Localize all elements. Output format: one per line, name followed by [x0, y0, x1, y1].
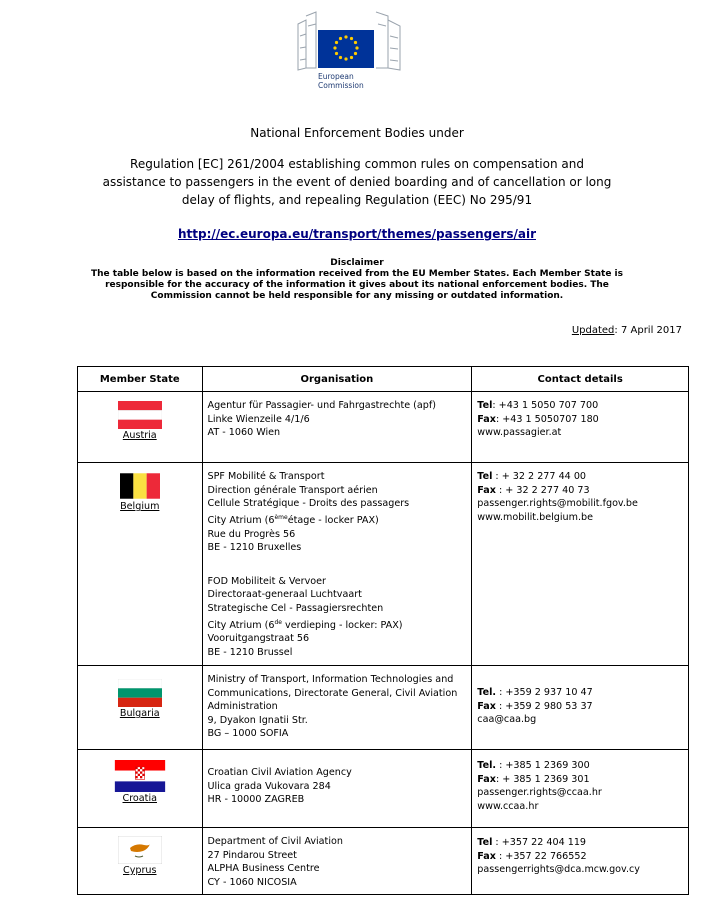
org-line: Cellule Stratégique - Droits des passagers	[207, 498, 410, 510]
organisation-cell	[202, 463, 472, 666]
org-line: Vooruitgangstraat 56	[207, 633, 310, 645]
updated-date	[572, 325, 682, 336]
fax-value: : +359 2 980 53 37	[495, 700, 593, 712]
contact-cell	[472, 463, 689, 666]
org-line: BG – 1000 SOFIA	[207, 728, 289, 740]
header-organisation: Organisation	[202, 367, 472, 392]
org-line: Agentur für Passagier- und Fahrgastrechte (apf)	[207, 400, 436, 411]
table-row	[78, 828, 689, 895]
org-line: AT - 1060 Wien	[207, 427, 281, 439]
member-state-cell	[78, 463, 203, 666]
fax-value: : + 32 2 277 40 73	[495, 484, 590, 496]
updated-value: : 7 April 2017	[614, 325, 682, 336]
email[interactable]: passengerrights@dca.mcw.gov.cy	[477, 864, 640, 876]
austria-flag-icon	[118, 401, 162, 429]
org-line: Department of Civil Aviation	[207, 836, 343, 847]
table-row	[78, 463, 689, 666]
fax-value: : +357 22 766552	[495, 850, 587, 862]
tel-label: Tel	[477, 471, 493, 482]
member-state-cell	[78, 828, 203, 895]
header-member-state: Member State	[78, 367, 203, 392]
tel-value: : +385 1 2369 300	[496, 760, 590, 771]
email[interactable]: passenger.rights@ccaa.hr	[477, 787, 602, 799]
org-line: HR - 10000 ZAGREB	[207, 794, 305, 806]
org-line: BE - 1210 Bruxelles	[207, 542, 302, 554]
fax-label: Fax	[477, 413, 496, 425]
org-line: BE - 1210 Brussel	[207, 646, 293, 658]
belgium-flag-icon	[120, 472, 160, 500]
contact-cell	[472, 392, 689, 463]
updated-label: Updated	[571, 325, 615, 336]
logo-text: European Commission	[318, 72, 364, 90]
header-contact-details: Contact details	[472, 367, 689, 392]
website[interactable]: www.mobilit.belgium.be	[477, 511, 593, 523]
tel-label: Tel	[477, 837, 493, 848]
org-line: City Atrium (6de verdieping - locker: PAX)	[207, 618, 403, 631]
contact-cell	[472, 828, 689, 895]
source-link[interactable]: http://ec.europa.eu/transport/themes/passengers/air	[178, 227, 536, 241]
org-line: ALPHA Business Centre	[207, 863, 320, 875]
fax-label: Fax	[477, 484, 496, 496]
tel-value: : + 32 2 277 44 00	[492, 471, 587, 482]
org-line: 9, Dyakon Ignatii Str.	[207, 714, 308, 726]
org-line: Croatian Civil Aviation Agency	[207, 767, 352, 778]
email[interactable]: caa@caa.bg	[477, 714, 537, 726]
tel-label: Tel.	[477, 687, 497, 698]
contact-cell	[472, 666, 689, 750]
table-header-row	[78, 367, 689, 392]
country-name[interactable]: Croatia	[122, 793, 157, 804]
organisation-cell	[202, 666, 472, 750]
org-line: Linke Wienzeile 4/1/6	[207, 413, 310, 425]
country-name[interactable]: Austria	[122, 430, 157, 441]
org-line: 27 Pindarou Street	[207, 849, 297, 861]
org-line: CY - 1060 NICOSIA	[207, 876, 297, 888]
country-name[interactable]: Cyprus	[123, 865, 157, 876]
tel-value: : +357 22 404 119	[492, 837, 587, 848]
fax-label: Fax	[477, 773, 496, 785]
org-line: Strategische Cel - Passagiersrechten	[207, 602, 384, 614]
contact-cell	[472, 750, 689, 828]
org-line: Direction générale Transport aérien	[207, 484, 378, 496]
country-name[interactable]: Belgium	[120, 501, 160, 512]
org-line: Ministry of Transport, Information Technologies and Communications, Directorate General, Civil Aviation Administration	[207, 674, 458, 713]
org-line: City Atrium (6èmeétage - locker PAX)	[207, 513, 379, 526]
croatia-flag-icon	[112, 760, 168, 792]
tel-label: Tel.	[477, 760, 497, 771]
table-row	[78, 392, 689, 463]
bulgaria-flag-icon	[118, 679, 162, 707]
website[interactable]: www.passagier.at	[477, 427, 562, 439]
fax-label: Fax	[477, 700, 496, 712]
country-name[interactable]: Bulgaria	[119, 708, 160, 719]
tel-label: Tel	[477, 400, 493, 411]
disclaimer-title: Disclaimer	[330, 258, 384, 268]
member-state-cell	[78, 666, 203, 750]
regulation-title: Regulation [EC] 261/2004 establishing common rules on compensation and assistance to passengers in the event of denied boarding and of cancellation or long delay of flights, and repealing Regulation (EEC) No 295/91	[102, 157, 612, 207]
tel-value: : +43 1 5050 707 700	[492, 400, 599, 411]
table-row	[78, 750, 689, 828]
table-row	[78, 666, 689, 750]
fax-value: : +43 1 5050707 180	[495, 413, 599, 425]
organisation-cell	[202, 392, 472, 463]
organisation-cell	[202, 828, 472, 895]
email[interactable]: passenger.rights@mobilit.fgov.be	[477, 498, 638, 510]
org-line: Directoraat-generaal Luchtvaart	[207, 589, 362, 601]
enforcement-bodies-table	[77, 366, 689, 895]
org-line: FOD Mobiliteit & Vervoer	[207, 575, 326, 587]
page-title: National Enforcement Bodies under	[250, 126, 464, 140]
organisation-cell	[202, 750, 472, 828]
disclaimer-text: The table below is based on the information received from the EU Member States. Each Member State is responsible for the accuracy of the information it gives about its national enforcement bodies. The Commission cannot be held responsible for any missing or outdated information.	[91, 269, 623, 301]
tel-value: : +359 2 937 10 47	[496, 687, 593, 698]
fax-value: : + 385 1 2369 301	[495, 773, 590, 785]
member-state-cell	[78, 392, 203, 463]
org-line: Rue du Progrès 56	[207, 528, 296, 540]
fax-label: Fax	[477, 850, 496, 862]
member-state-cell	[78, 750, 203, 828]
website[interactable]: www.ccaa.hr	[477, 800, 539, 812]
org-line: SPF Mobilité & Transport	[207, 471, 325, 482]
org-line: Ulica grada Vukovara 284	[207, 780, 331, 792]
cyprus-flag-icon	[118, 836, 162, 864]
